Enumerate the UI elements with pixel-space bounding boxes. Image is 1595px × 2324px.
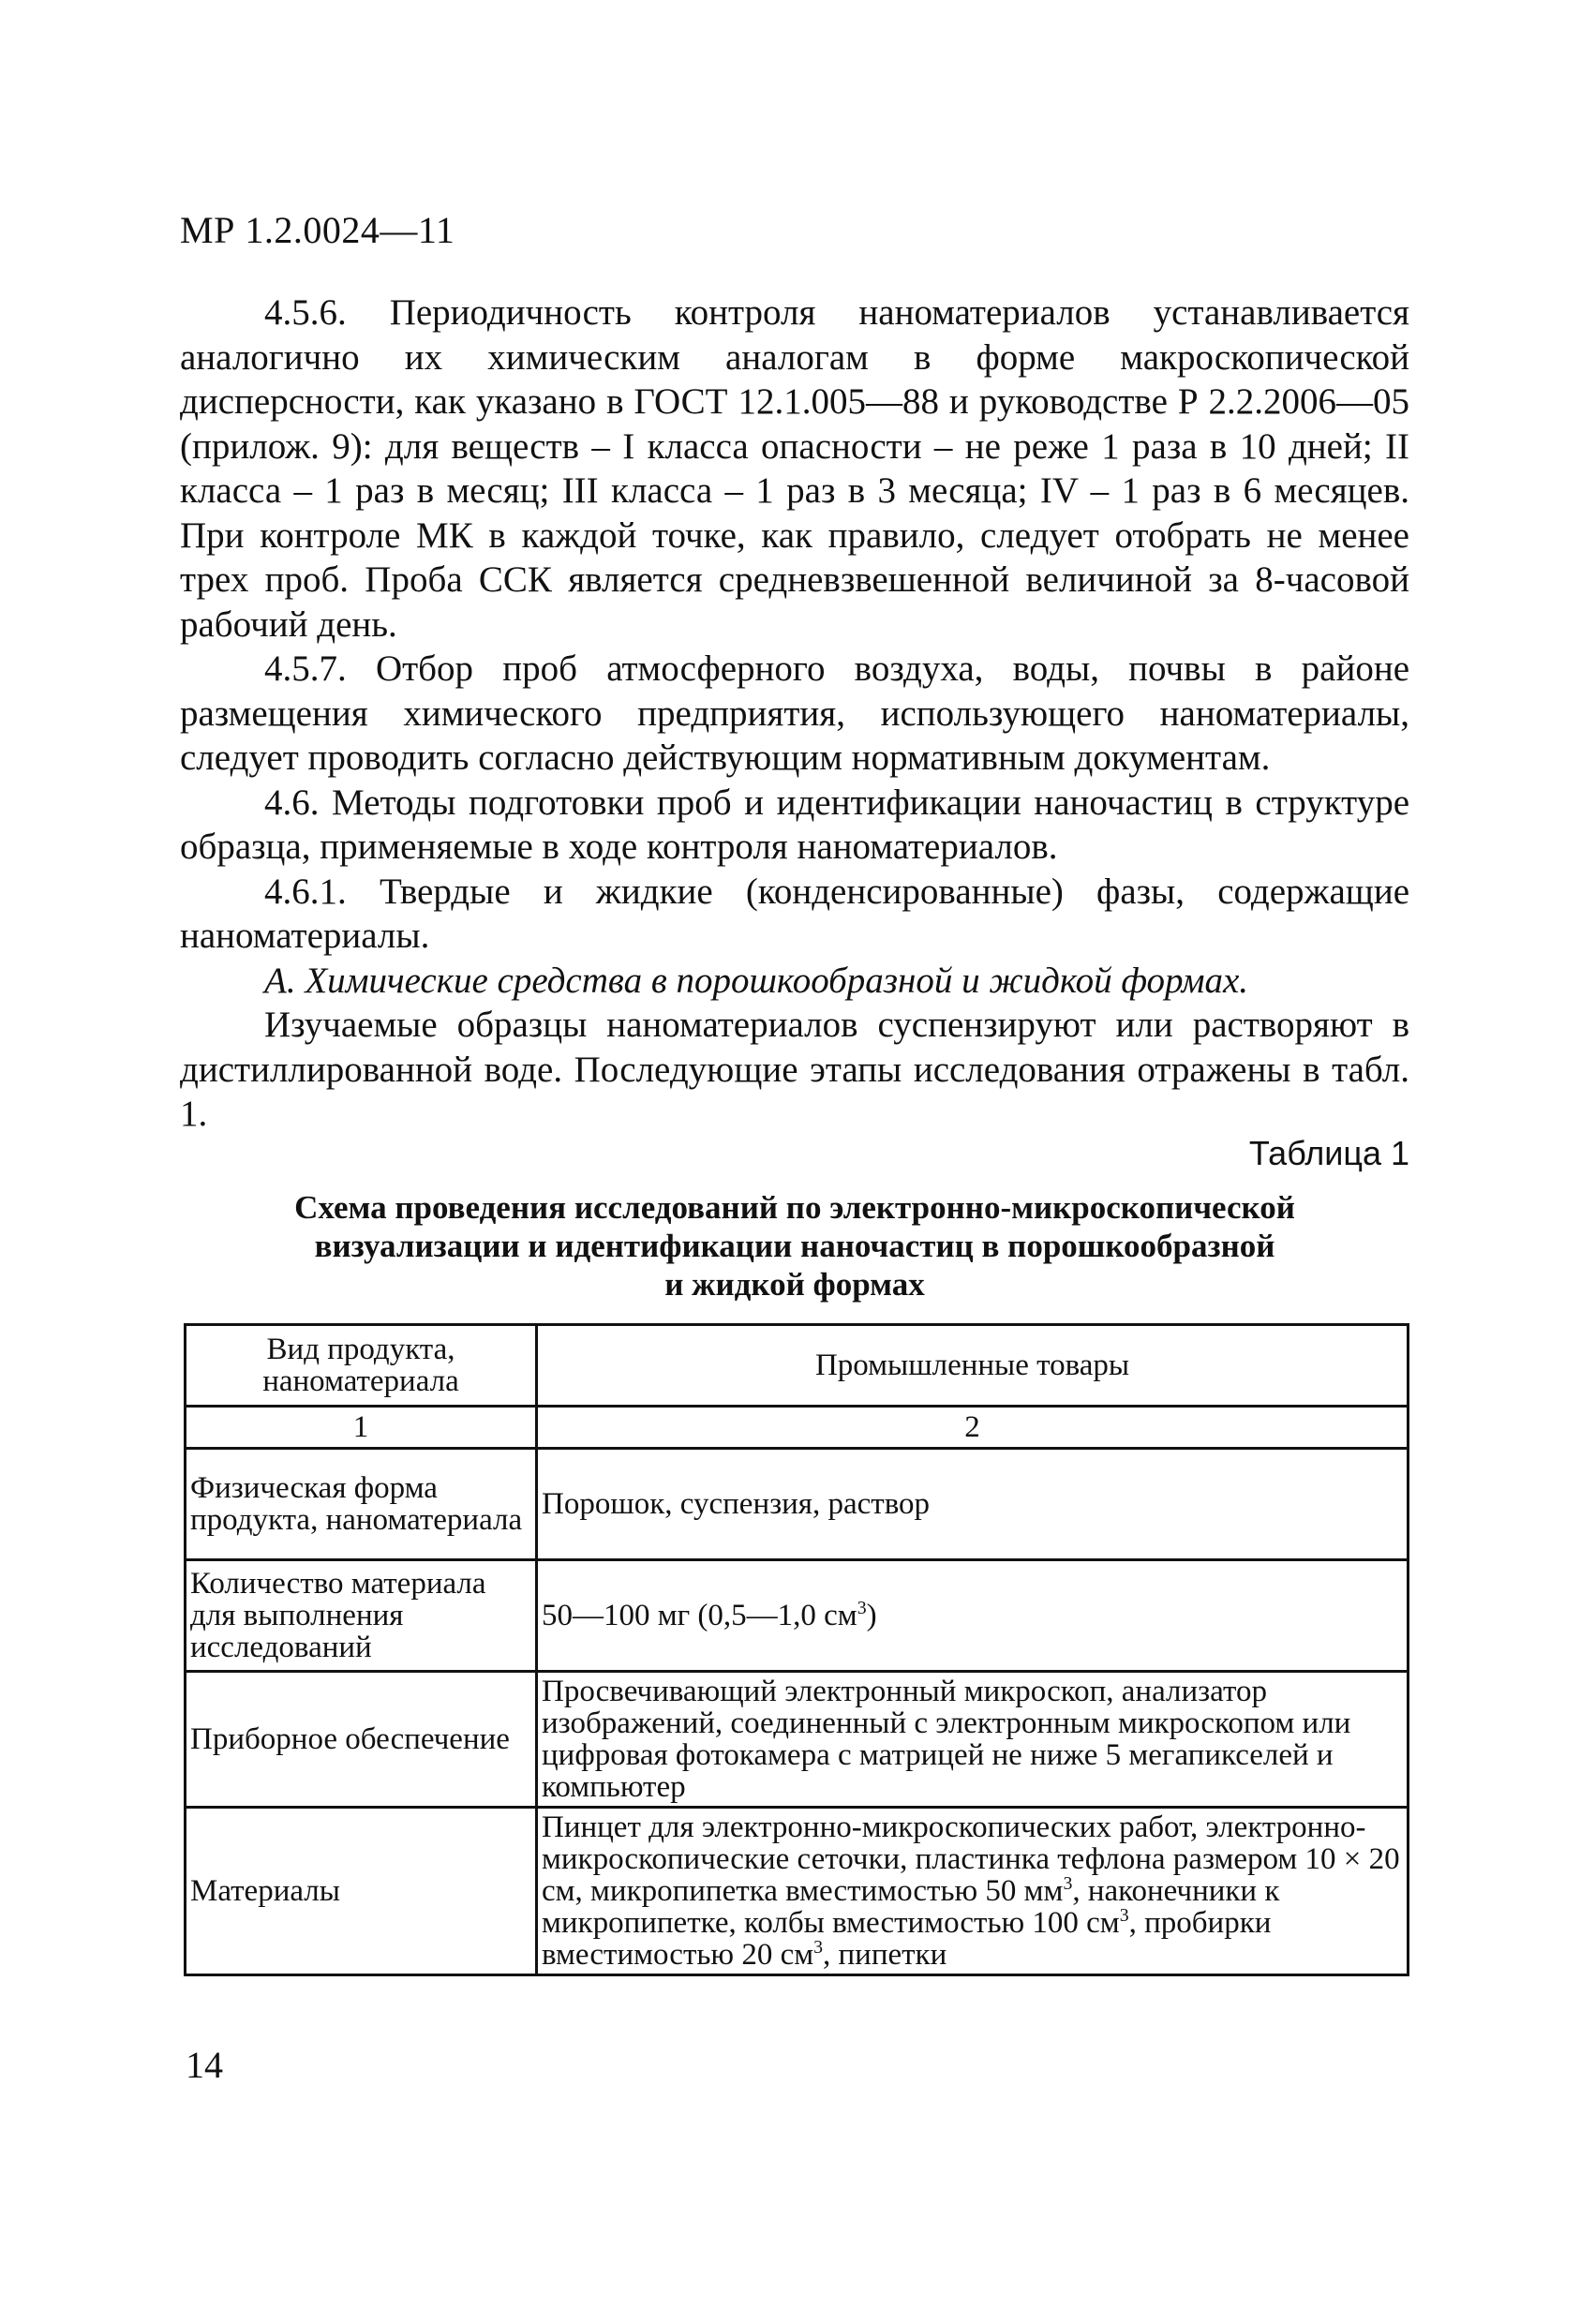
row-value-text: , пробирки вместимостью 20 см [542,1906,1272,1972]
table-row [186,1808,1409,1975]
table-header-row [186,1325,1409,1407]
row-value: Порошок, суспензия, раствор [537,1449,1409,1560]
row-value [537,1808,1409,1975]
superscript: 3 [1119,1905,1129,1926]
table-title-line: и жидкой формах [664,1266,925,1303]
paragraph-4-5-7: 4.5.7. Отбор проб атмосферного воздуха, воды, почвы в районе размещения химического предприятия, использующего наноматериалы, следует проводить согласно действующим нормативным документам. [180,648,1409,778]
row-label: Количество материала для выполнения исследований [186,1560,537,1672]
research-scheme-table [184,1323,1409,1976]
table-title-line: визуализации и идентификации наночастиц в порошкообразной [314,1228,1275,1264]
document-code: МР 1.2.0024—11 [180,209,455,251]
table-row [186,1672,1409,1808]
column-number: 2 [537,1407,1409,1449]
row-value [537,1560,1409,1672]
superscript: 3 [857,1598,867,1618]
row-value: Просвечивающий электронный микроскоп, анализатор изображений, соединенный с электронным микроскопом или цифровая фотокамера с матрицей не ниже 5 мегапикселей и компьютер [537,1672,1409,1808]
body-text [180,290,1409,1137]
row-value-text: ) [866,1599,877,1632]
row-label: Физическая форма продукта, наноматериала [186,1449,537,1560]
superscript: 3 [1063,1873,1073,1894]
column-number: 1 [186,1407,537,1449]
paragraph-4-5-6: 4.5.6. Периодичность контроля наноматериалов устанавливается аналогично их химическим аналогам в форме макроскопической дисперсности, как указано в ГОСТ 12.1.005—88 и руководстве Р 2.2.2006—05 (прилож. 9): для веществ – I класса опасности – не реже 1 раза в 10 дней; II класса – 1 раз в месяц; III класса – 1 раз в 3 месяца; IV – 1 раз в 6 месяцев. При контроле МК в каждой точке, как правило, следует отобрать не менее трех проб. Проба ССК является средневзвешенной величиной за 8-часовой рабочий день. [180,292,1409,645]
column-header: Промышленные товары [537,1325,1409,1407]
row-value-text: , наконечники к микропипетке, колбы вместимостью 100 см [542,1874,1280,1940]
row-value-text: , пипетки [823,1938,947,1972]
row-value-text: 50—100 мг (0,5—1,0 см [542,1599,857,1632]
superscript: 3 [813,1937,823,1958]
paragraph-4-6-1: 4.6.1. Твердые и жидкие (конденсированные) фазы, содержащие наноматериалы. [180,871,1409,956]
subsection-a: А. Химические средства в порошкообразной и жидкой формах. [264,960,1249,1001]
column-header: Вид продукта, наноматериала [186,1325,537,1407]
column-number-row [186,1407,1409,1449]
row-value-text: Пинцет для электронно-микроскопических работ, электронно-микроскопические сеточки, пластинка тефлона размером 10 × 20 см, микропипетка вместимостью 50 мм [542,1810,1400,1908]
page-number: 14 [186,2044,223,2086]
table-row [186,1449,1409,1560]
paragraph-samples: Изучаемые образцы наноматериалов суспензируют или растворяют в дистиллированной воде. Последующие этапы исследования отражены в табл. 1. [180,1005,1409,1134]
table-label: Таблица 1 [1248,1134,1409,1172]
paragraph-4-6: 4.6. Методы подготовки проб и идентификации наночастиц в структуре образца, применяемые в ходе контроля наноматериалов. [180,782,1409,867]
row-label: Материалы [186,1808,537,1975]
row-label: Приборное обеспечение [186,1672,537,1808]
table-row [186,1560,1409,1672]
table-title [180,1188,1409,1304]
table-title-line: Схема проведения исследований по электронно-микроскопической [294,1189,1295,1226]
